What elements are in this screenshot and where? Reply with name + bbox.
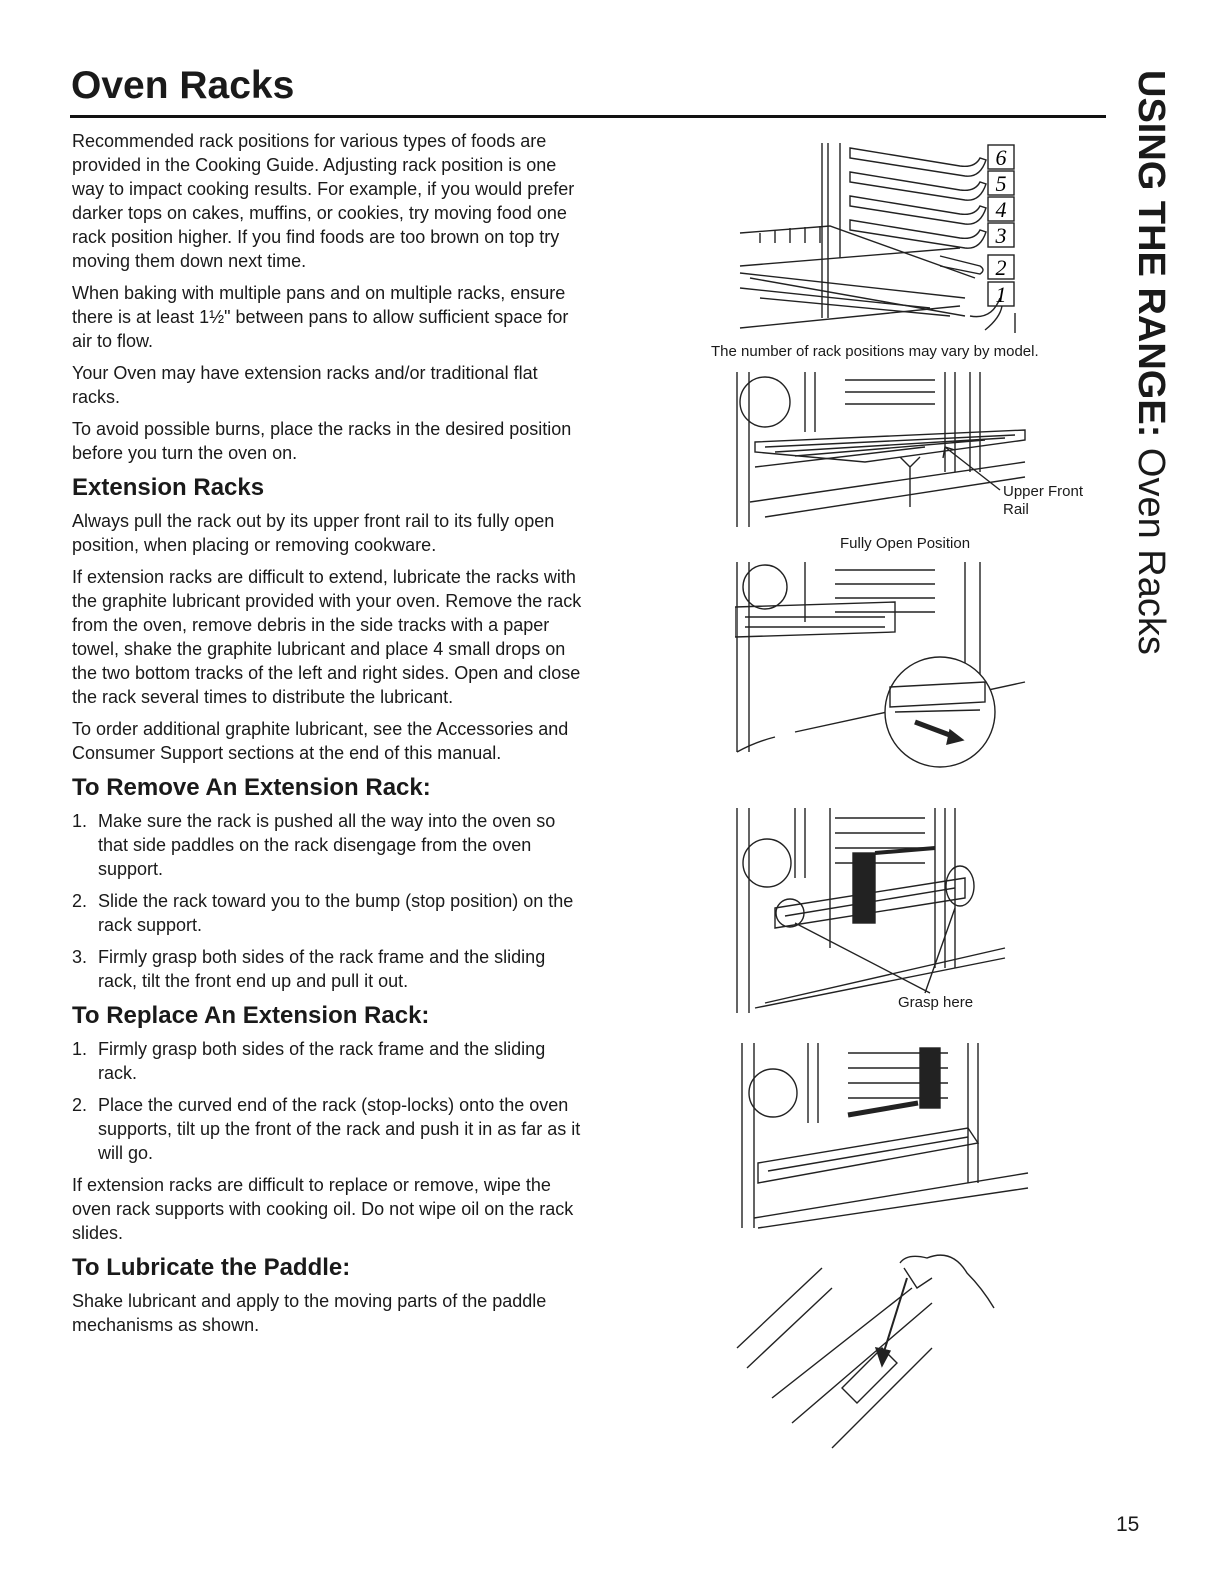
lubricate-paddle-illustration	[732, 1248, 1012, 1458]
replace-steps	[72, 1037, 582, 1165]
extension-rack-illustration	[735, 372, 1035, 532]
step	[72, 809, 582, 881]
rack-positions-illustration	[730, 138, 1030, 338]
paragraph: If extension racks are difficult to replace or remove, wipe the oven rack supports with cooking oil. Do not wipe oil on the rack slides.	[72, 1175, 574, 1243]
title-divider	[70, 115, 1106, 118]
rack-position-label: 1	[995, 282, 1007, 307]
rack-removal-detail-illustration	[735, 562, 1035, 802]
paragraph: Always pull the rack out by its upper front rail to its fully open position, when placing or removing cookware.	[72, 511, 555, 555]
step-text: Firmly grasp both sides of the rack frame and the sliding rack, tilt the front end up and pull it out.	[98, 947, 546, 991]
step-number: 1.	[72, 811, 88, 831]
step	[72, 1037, 582, 1085]
step	[72, 1093, 582, 1165]
intro-paragraph: When baking with multiple pans and on multiple racks, ensure there is at least 1½" between pans to allow sufficient space for air to flow.	[72, 283, 569, 351]
step	[72, 889, 582, 937]
step-number: 2.	[72, 891, 88, 911]
step-text: Make sure the rack is pushed all the way into the oven so that side paddles on the rack disengage from the oven support.	[98, 811, 556, 879]
rack-position-label: 3	[995, 223, 1007, 248]
paragraph: Shake lubricant and apply to the moving parts of the paddle mechanisms as shown.	[72, 1291, 547, 1335]
grasp-rack-illustration	[735, 808, 1025, 1018]
paragraph: If extension racks are difficult to extend, lubricate the racks with the graphite lubricant provided with your oven. Remove the rack from the oven, remove debris in the side tracks with a paper towel, shake the graphite lubricant and place 4 small drops on the two bottom tracks of the left and right sides. Open and close the rack several times to distribute the lubricant.	[72, 567, 582, 707]
intro-paragraph: Your Oven may have extension racks and/or traditional flat racks.	[72, 363, 538, 407]
fully-open-position-label: Fully Open Position	[840, 535, 971, 552]
rack-position-label: 5	[995, 171, 1007, 196]
step	[72, 945, 582, 993]
section-heading-replace: To Replace An Extension Rack:	[72, 1002, 430, 1029]
section-sidebar	[1129, 70, 1172, 710]
section-heading-lubricate: To Lubricate the Paddle:	[72, 1254, 351, 1281]
page-number: 15	[1116, 1513, 1140, 1536]
paragraph: To order additional graphite lubricant, see the Accessories and Consumer Support sections at the end of this manual.	[72, 719, 569, 763]
intro-paragraph: To avoid possible burns, place the racks in the desired position before you turn the oven on.	[72, 419, 572, 463]
rack-positions-caption: The number of rack positions may vary by model.	[711, 343, 1039, 360]
page-title: Oven Racks	[71, 64, 295, 107]
step-number: 2.	[72, 1095, 88, 1115]
rack-position-label: 6	[995, 145, 1007, 170]
step-text: Slide the rack toward you to the bump (stop position) on the rack support.	[98, 891, 574, 935]
upper-front-rail-label: Upper Front Rail	[1003, 483, 1084, 518]
step-number: 1.	[72, 1039, 88, 1059]
rack-position-label: 4	[995, 197, 1007, 222]
section-heading-remove: To Remove An Extension Rack:	[72, 774, 431, 801]
grasp-here-label: Grasp here	[898, 994, 974, 1011]
sidebar-topic: Oven Racks	[1130, 447, 1172, 655]
sidebar-section: USING THE RANGE:	[1130, 70, 1172, 438]
main-text-column	[72, 129, 582, 1345]
intro-paragraph: Recommended rack positions for various types of foods are provided in the Cooking Guide. Adjusting rack position is one way to impact cooking results. For example, if you would prefer darker tops on cakes, muffins, or cookies, try moving food one rack position higher. If you find foods are too brown on top try moving them down next time.	[72, 131, 575, 271]
section-heading-extension-racks: Extension Racks	[72, 474, 265, 501]
rack-position-label: 2	[995, 255, 1007, 280]
step-number: 3.	[72, 947, 88, 967]
step-text: Firmly grasp both sides of the rack frame and the sliding rack.	[98, 1039, 546, 1083]
remove-steps	[72, 809, 582, 993]
replace-rack-illustration	[738, 1043, 1033, 1233]
step-text: Place the curved end of the rack (stop-locks) onto the oven supports, tilt up the front of the rack and push it in as far as it will go.	[98, 1095, 581, 1163]
